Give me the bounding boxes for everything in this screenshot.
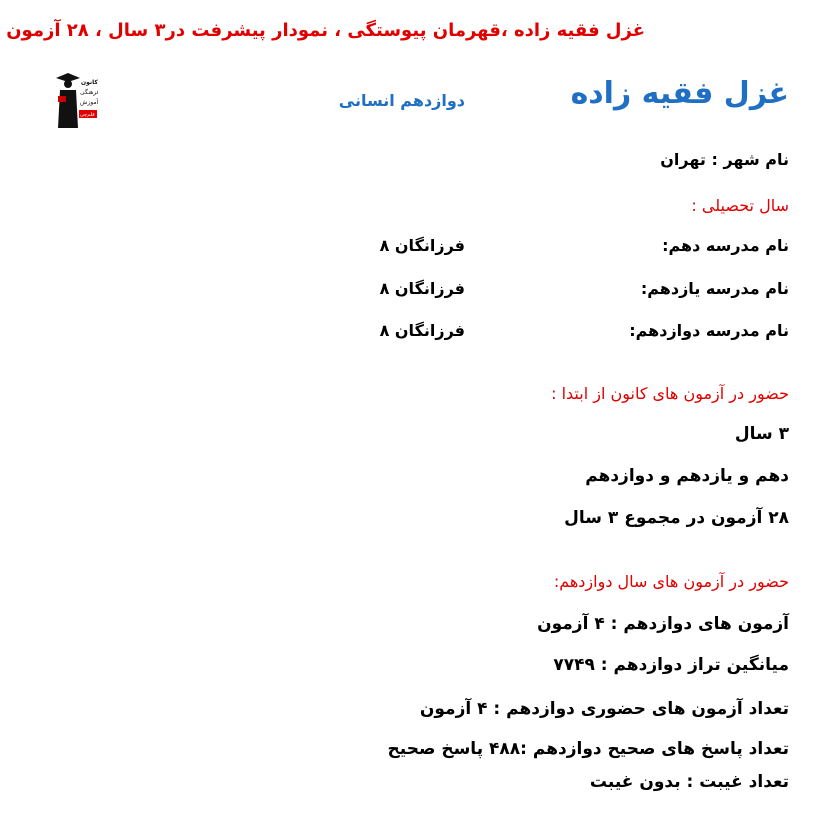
school-11-value: فرزانگان ۸ xyxy=(379,279,465,298)
twelfth-exams: آزمون های دوازدهم : ۴ آزمون xyxy=(537,614,789,634)
school-12-label: نام مدرسه دوازدهم: xyxy=(629,321,789,340)
city-label: نام شهر : تهران xyxy=(660,150,789,169)
twelfth-absence: تعداد غیبت : بدون غیبت xyxy=(589,772,789,792)
student-name: غزل فقیه زاده xyxy=(570,76,789,111)
kanoon-logo-icon xyxy=(50,70,98,134)
page-top-title: غزل فقیه زاده ،قهرمان پیوستگی ، نمودار پیشرفت در۳ سال ، ۲۸ آزمون xyxy=(6,20,645,41)
school-11-label: نام مدرسه یازدهم: xyxy=(640,279,789,298)
attendance-total: ۲۸ آزمون در مجموع ۳ سال xyxy=(564,508,789,528)
attendance-heading: حضور در آزمون های کانون از ابتدا : xyxy=(551,384,789,403)
twelfth-correct: تعداد پاسخ های صحیح دوازدهم :۴۸۸ پاسخ صحیح xyxy=(387,739,789,759)
attendance-grades: دهم و یازدهم و دوازدهم xyxy=(585,466,789,486)
twelfth-in-person: تعداد آزمون های حضوری دوازدهم : ۴ آزمون xyxy=(419,699,789,719)
school-10-value: فرزانگان ۸ xyxy=(379,236,465,255)
svg-text:قلم‌چی: قلم‌چی xyxy=(80,112,95,118)
svg-text:کانون: کانون xyxy=(81,79,98,86)
svg-text:فرهنگی: فرهنگی xyxy=(80,89,98,96)
twelfth-average: میانگین تراز دوازدهم : ۷۷۴۹ xyxy=(553,655,789,675)
school-12-value: فرزانگان ۸ xyxy=(379,321,465,340)
attendance-years: ۳ سال xyxy=(734,424,789,444)
twelfth-heading: حضور در آزمون های سال دوازدهم: xyxy=(553,572,789,591)
school-10-label: نام مدرسه دهم: xyxy=(662,236,789,255)
academic-year-label: سال تحصیلی : xyxy=(691,196,789,215)
svg-text:آموزش: آموزش xyxy=(80,99,98,106)
grade-label: دوازدهم انسانی xyxy=(338,91,465,110)
